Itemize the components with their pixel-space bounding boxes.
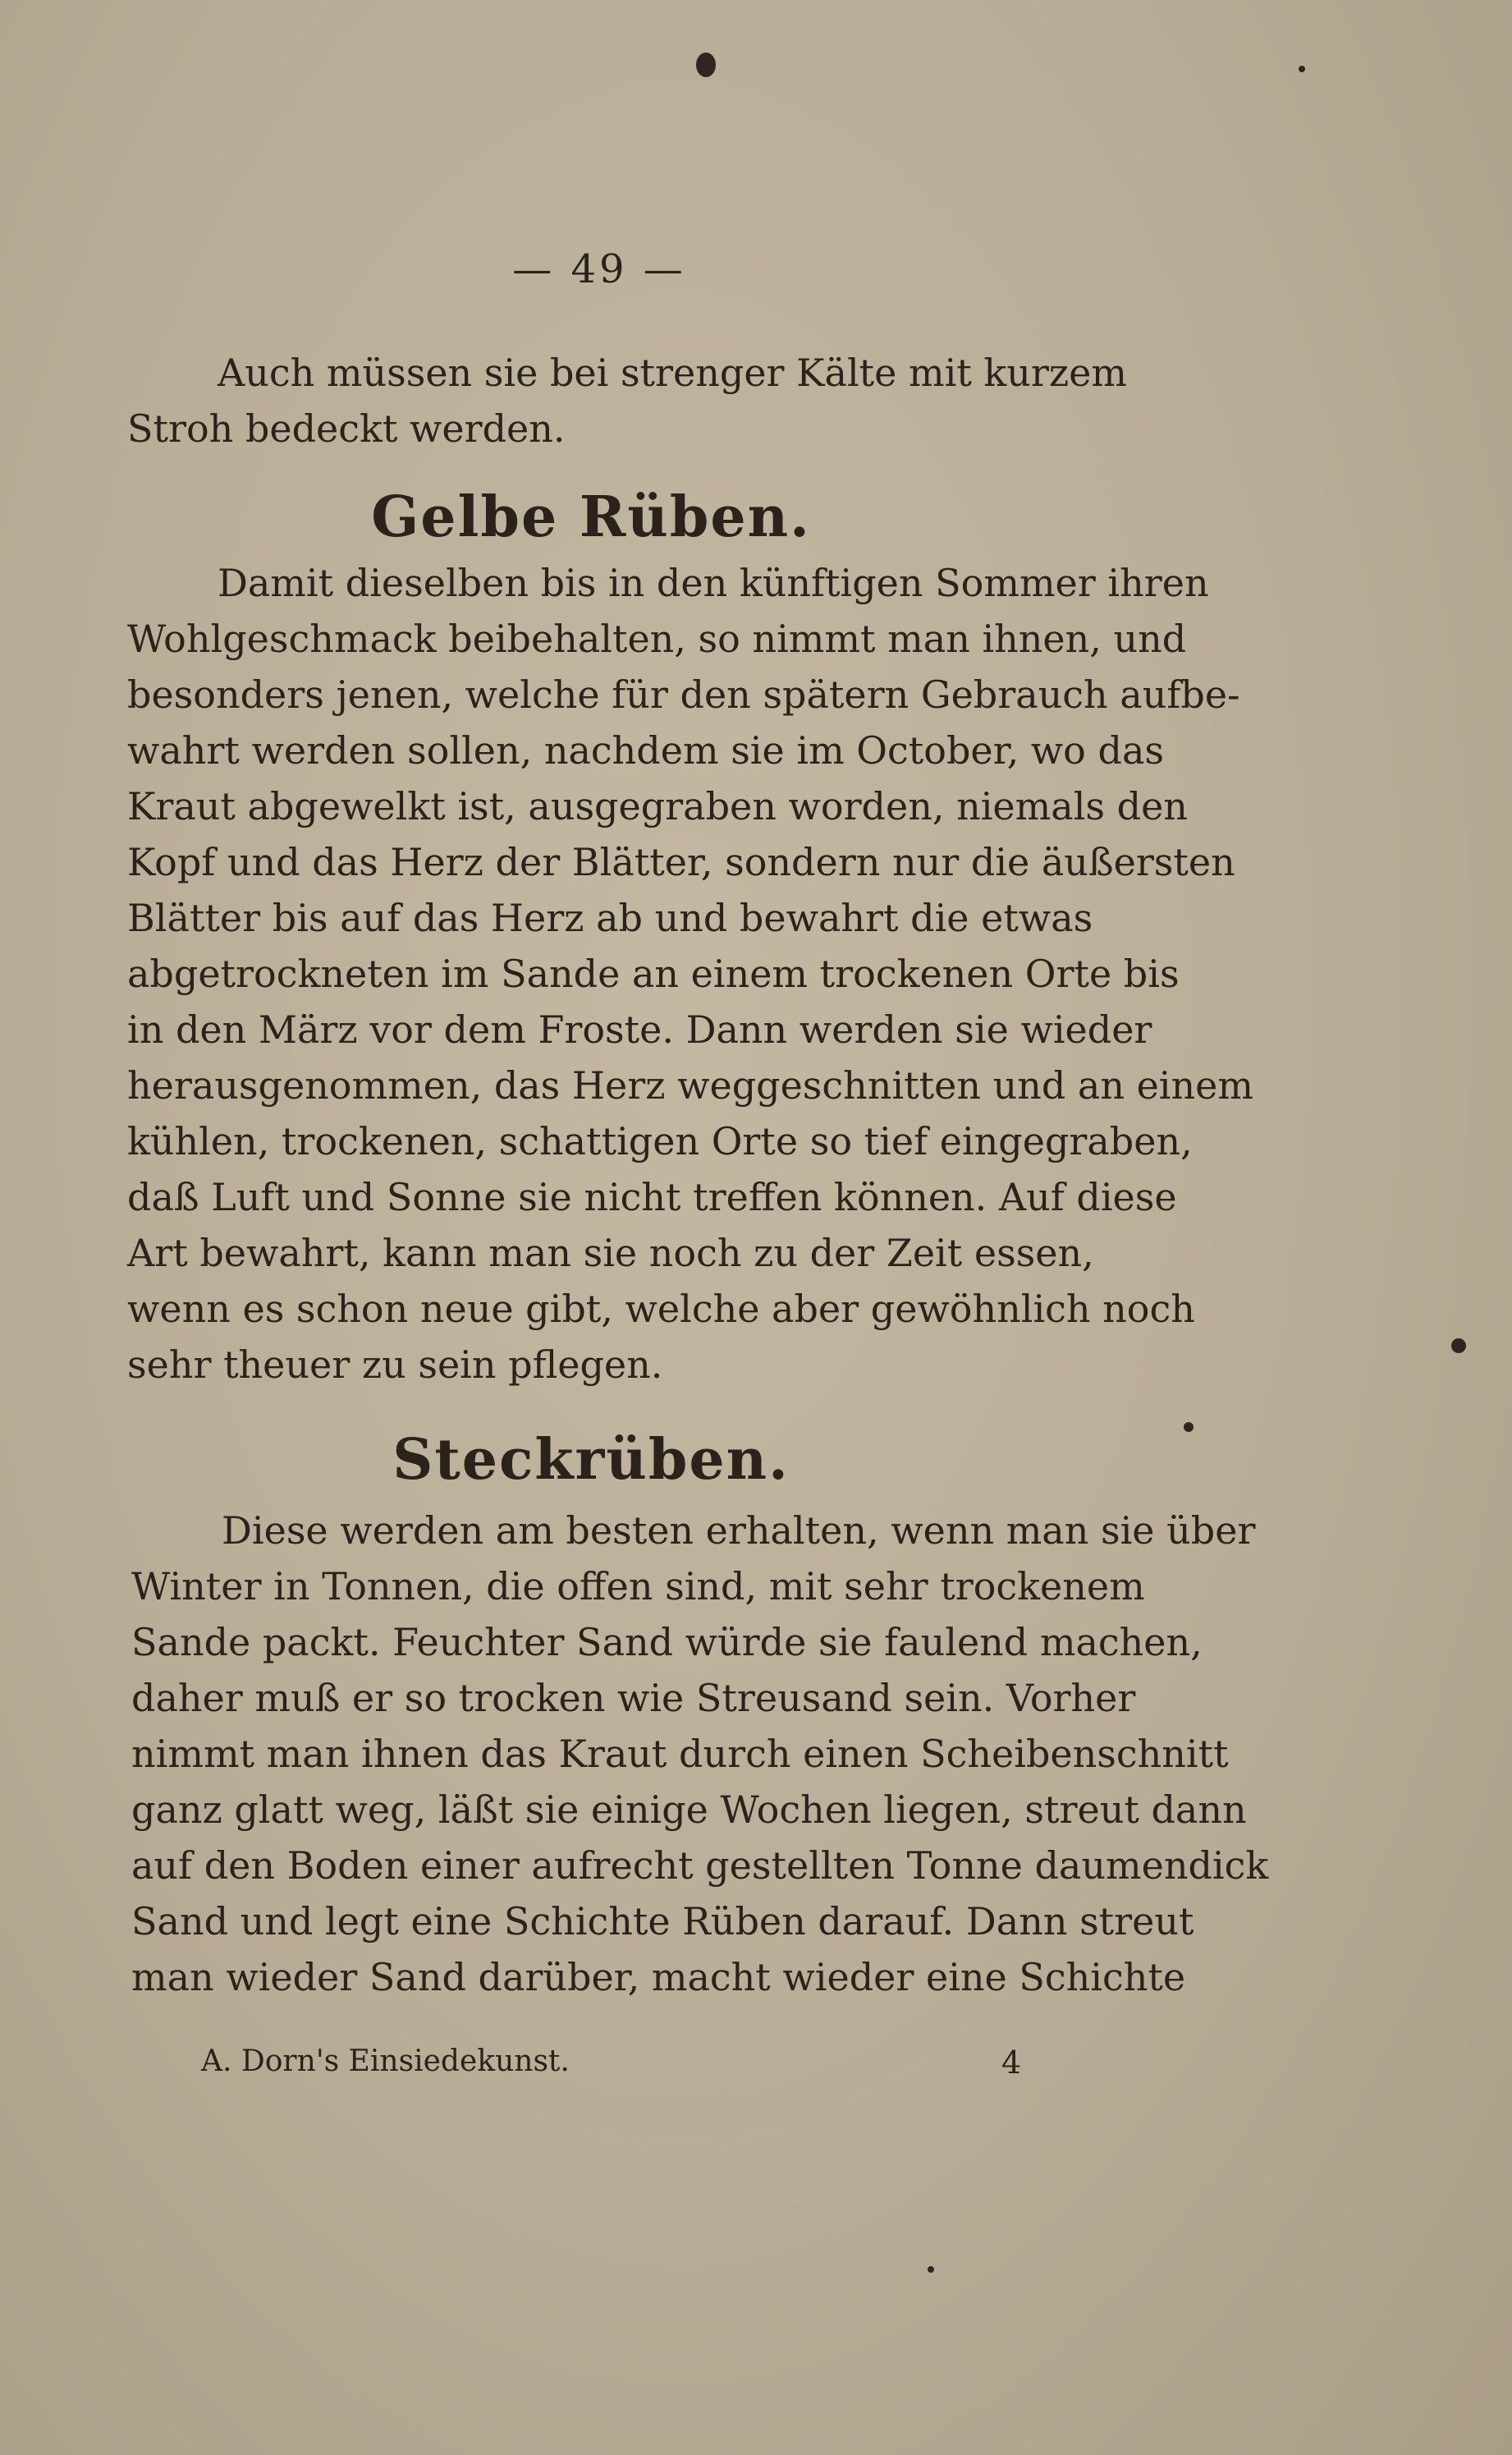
- text-line: Kraut abgewelkt ist, ausgegraben worden, niemals den: [127, 784, 1188, 828]
- section-heading: Steckrüben.: [392, 1427, 790, 1493]
- text-line: Diese werden am besten erhalten, wenn man sie über: [222, 1508, 1256, 1553]
- text-line: daß Luft und Sonne sie nicht treffen können. Auf diese: [127, 1175, 1177, 1219]
- text-line: Sand und legt eine Schichte Rüben darauf. Dann streut: [131, 1899, 1194, 1943]
- ink-spot: [696, 53, 716, 77]
- text-line: Auch müssen sie bei strenger Kälte mit kurzem: [218, 351, 1127, 395]
- text-line: man wieder Sand darüber, macht wieder eine Schichte: [131, 1955, 1186, 1999]
- text-line: in den März vor dem Froste. Dann werden sie wieder: [127, 1007, 1152, 1052]
- text-line: Winter in Tonnen, die offen sind, mit sehr trockenem: [131, 1564, 1145, 1608]
- text-line: Wohlgeschmack beibehalten, so nimmt man ihnen, und: [127, 617, 1187, 661]
- ink-spot: [1451, 1338, 1466, 1353]
- text-line: ganz glatt weg, läßt sie einige Wochen liegen, streut dann: [131, 1787, 1247, 1832]
- footer-title: A. Dorn's Einsiedekunst.: [201, 2044, 570, 2078]
- ink-spot: [1299, 66, 1305, 72]
- text-line: nimmt man ihnen das Kraut durch einen Scheibenschnitt: [131, 1732, 1229, 1776]
- text-line: Sande packt. Feuchter Sand würde sie faulend machen,: [131, 1620, 1203, 1664]
- signature-mark: 4: [1001, 2044, 1022, 2081]
- text-line: Stroh bedeckt werden.: [127, 406, 566, 451]
- page-number: — 49 —: [512, 246, 686, 292]
- section-heading: Gelbe Rüben.: [371, 484, 811, 550]
- text-line: besonders jenen, welche für den spätern Gebrauch aufbe-: [127, 672, 1240, 717]
- text-line: sehr theuer zu sein pflegen.: [127, 1342, 663, 1387]
- text-line: daher muß er so trocken wie Streusand sein. Vorher: [131, 1676, 1136, 1720]
- text-line: herausgenommen, das Herz weggeschnitten und an einem: [127, 1063, 1253, 1108]
- text-line: Kopf und das Herz der Blätter, sondern nur die äußersten: [127, 840, 1235, 884]
- text-line: kühlen, trockenen, schattigen Orte so tief eingegraben,: [127, 1119, 1193, 1163]
- text-line: wenn es schon neue gibt, welche aber gewöhnlich noch: [127, 1287, 1195, 1331]
- text-line: wahrt werden sollen, nachdem sie im October, wo das: [127, 728, 1164, 773]
- text-line: abgetrockneten im Sande an einem trockenen Orte bis: [127, 952, 1180, 996]
- text-line: Damit dieselben bis in den künftigen Sommer ihren: [218, 561, 1209, 605]
- text-line: Blätter bis auf das Herz ab und bewahrt die etwas: [127, 896, 1093, 940]
- text-line: auf den Boden einer aufrecht gestellten Tonne daumendick: [131, 1843, 1269, 1888]
- ink-spot: [1184, 1422, 1194, 1432]
- text-line: Art bewahrt, kann man sie noch zu der Zeit essen,: [127, 1231, 1094, 1275]
- ink-spot: [928, 2266, 934, 2273]
